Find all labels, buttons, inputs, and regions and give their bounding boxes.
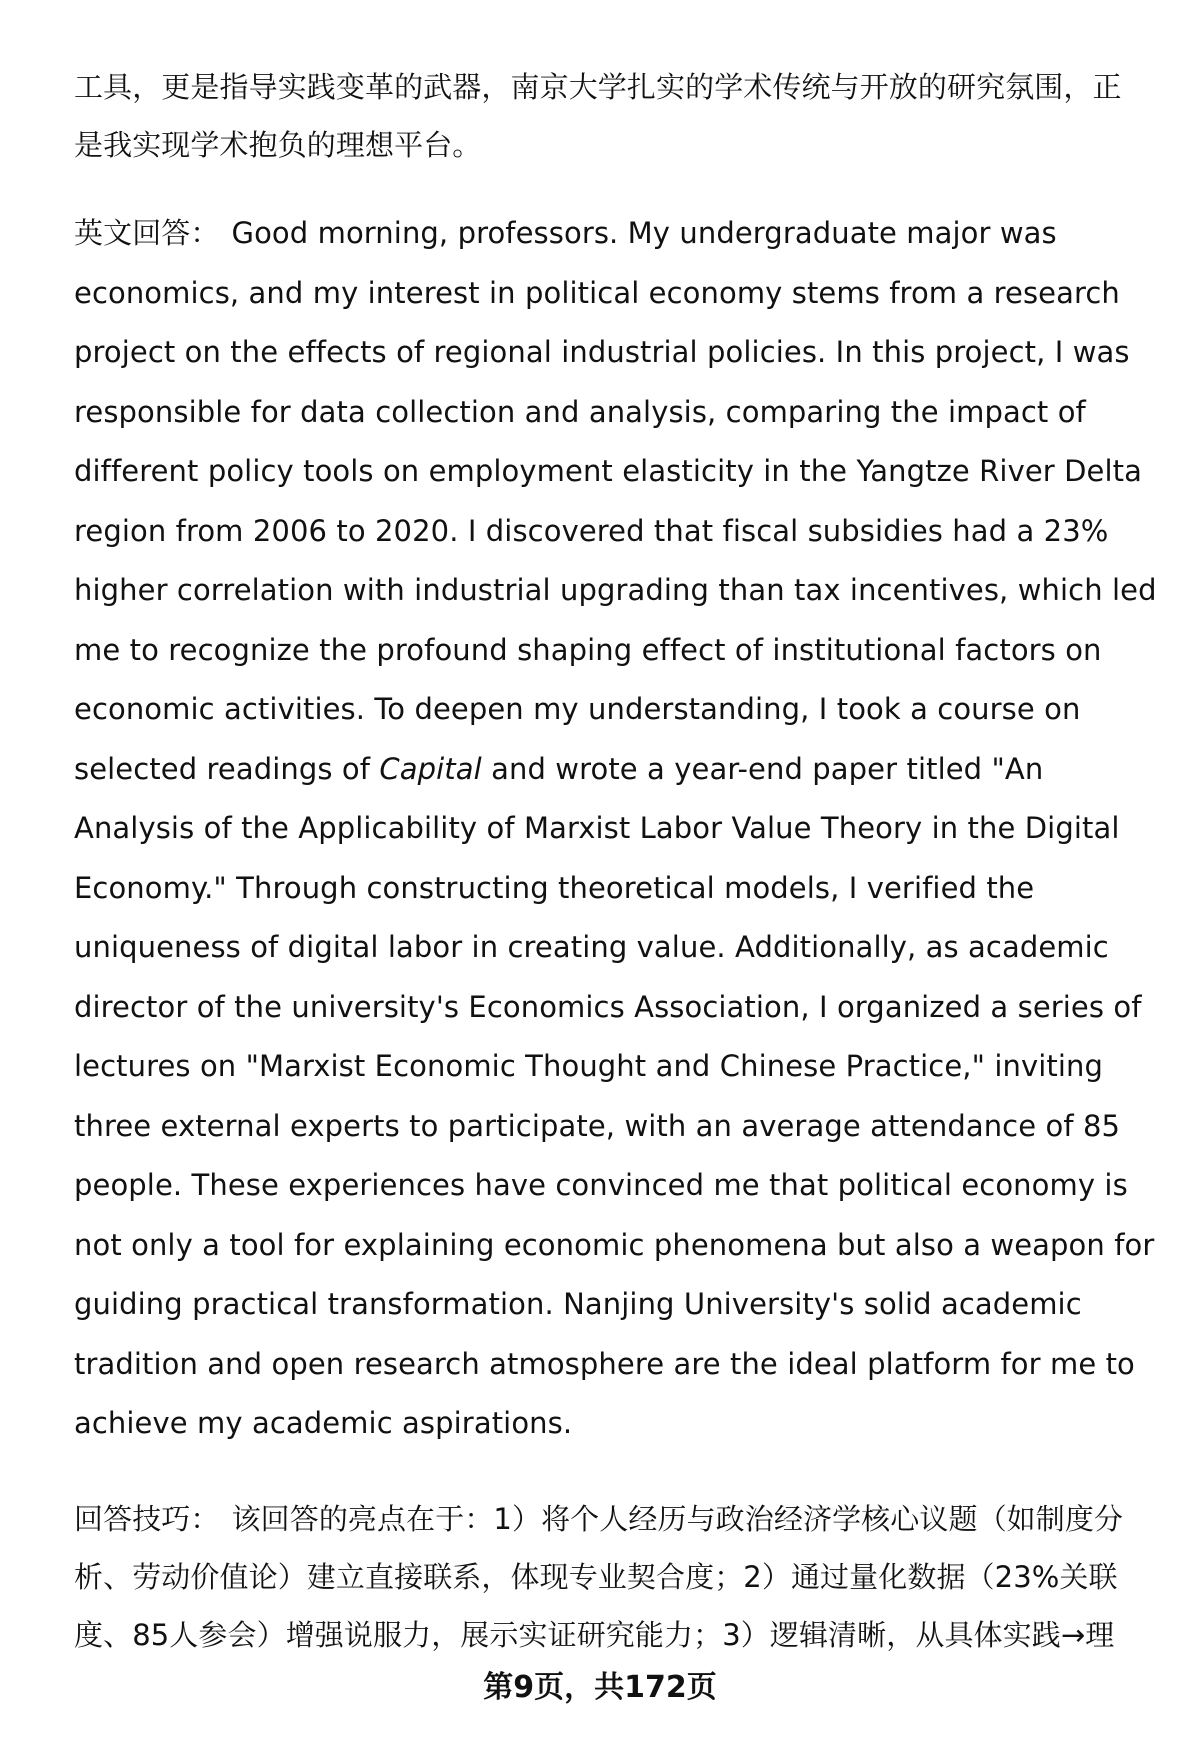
intro-paragraph bbox=[74, 58, 1164, 174]
intro-line-1: 工具，更是指导实践变革的武器，南京大学扎实的学术传统与开放的研究氛围，正 bbox=[74, 70, 1122, 104]
english-answer-paragraph bbox=[74, 204, 1164, 1454]
tips-text: 该回答的亮点在于：1）将个人经历与政治经济学核心议题（如制度分析、劳动价值论）建立直接联系，体现专业契合度；2）通过量化数据（23%关联度、85人参会）增强说服力，展示实证研究能力；3）逻辑清晰，从具体实践→理 bbox=[74, 1501, 1124, 1652]
page-footer: 第9页，共172页 bbox=[483, 1670, 717, 1705]
book-title-capital: Capital bbox=[379, 751, 482, 786]
tips-label: 回答技巧： bbox=[74, 1501, 220, 1536]
document-page bbox=[74, 58, 1164, 1664]
intro-line-2: 是我实现学术抱负的理想平台。 bbox=[74, 128, 482, 162]
english-answer-text-cont: and wrote a year-end paper titled "An Analysis of the Applicability of Marxist Labor Value Theory in the Digital Economy." Through constructing theoretical models, I verified the uniqueness of digital labor in creating value. Additionally, as academic director of the university's Economics Association, I organized a series of lectures on "Marxist Economic Thought and Chinese Practice," inviting three external experts to participate, with an average attendance of 85 people. These experiences have convinced me that political economy is not only a tool for explaining economic phenomena but also a weapon for guiding practical transformation. Nanjing University's solid academic tradition and open research atmosphere are the ideal platform for me to achieve my academic aspirations. bbox=[74, 751, 1155, 1440]
english-answer-label: 英文回答： bbox=[74, 216, 220, 250]
english-answer-text: Good morning, professors. My undergraduate major was economics, and my interest in political economy stems from a research project on the effects of regional industrial policies. In this project, I was responsible for data collection and analysis, comparing the impact of different policy tools on employment elasticity in the Yangtze River Delta region from 2006 to 2020. I discovered that fiscal subsidies had a 23% higher correlation with industrial upgrading than tax incentives, which led me to recognize the profound shaping effect of institutional factors on economic activities. To deepen my understanding, I took a course on selected readings of bbox=[74, 216, 1157, 786]
tips-paragraph bbox=[74, 1490, 1164, 1664]
